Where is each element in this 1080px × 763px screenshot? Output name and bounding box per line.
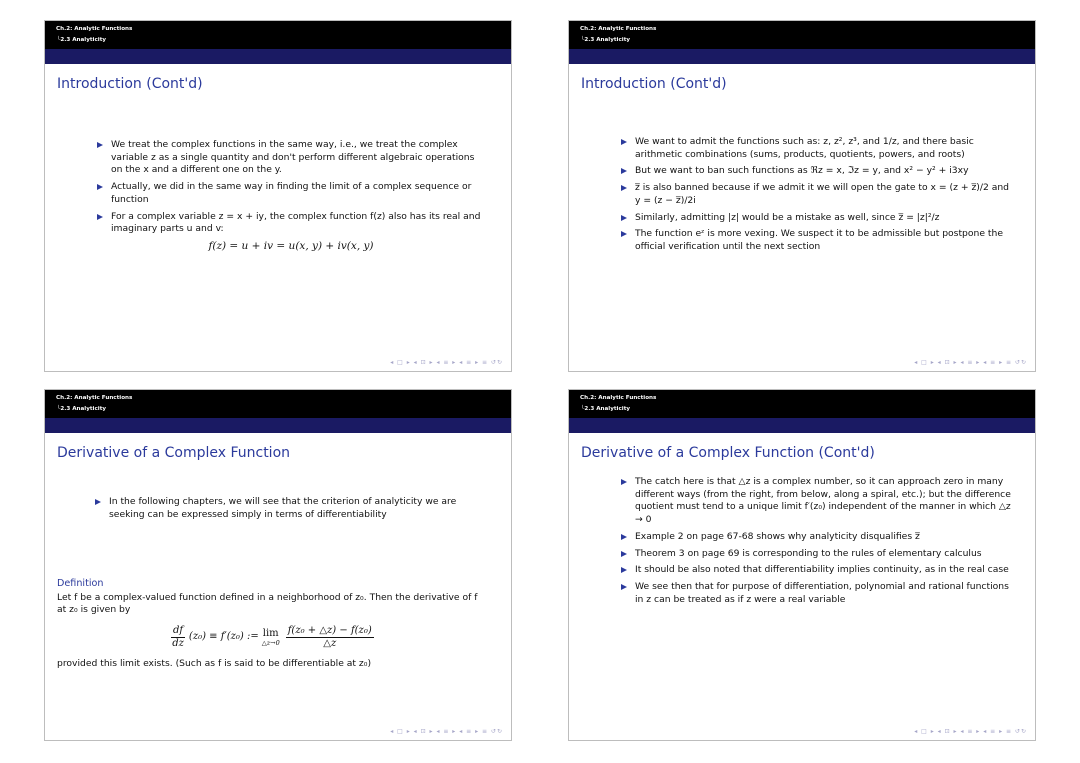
- header-section: Ch.2: Analytic Functions: [580, 395, 657, 401]
- header-subsection: └2.3 Analyticity: [581, 406, 631, 412]
- bullet-item: Similarly, admitting |z| would be a mistake as well, since z̅ = |z|²/z: [619, 212, 1011, 225]
- limit-label: lim: [262, 627, 279, 639]
- header-band: [45, 418, 511, 433]
- header-subsection: └2.3 Analyticity: [57, 406, 107, 412]
- bullet-item: We treat the complex functions in the same way, i.e., we treat the complex variable z as a single quantity and don't perform different algebraic operations on the x and a different one on the y.: [95, 139, 487, 177]
- frame-title: Derivative of a Complex Function: [57, 445, 291, 461]
- bullet-item: z̅ is also banned because if we admit it we will open the gate to x = (z + z̅)/2 and y = (z − z̅)/2i: [619, 182, 1011, 207]
- slide-3: [44, 389, 512, 741]
- slide-header: [569, 390, 1035, 418]
- equation: f(z) = u + iv = u(x, y) + iv(x, y): [208, 239, 374, 252]
- definition-title: Definition: [57, 578, 104, 589]
- bullet-item: Actually, we did in the same way in finding the limit of a complex sequence or function: [95, 181, 487, 206]
- equation-middle: (z₀) ≡ f′(z₀) :=: [188, 631, 259, 643]
- frame-title: Introduction (Cont'd): [57, 76, 203, 92]
- slide-header: [569, 21, 1035, 49]
- derivative-equation: [57, 625, 487, 650]
- frame-title: Introduction (Cont'd): [581, 76, 727, 92]
- slide-4: [568, 389, 1036, 741]
- bullet-item: Theorem 3 on page 69 is corresponding to the rules of elementary calculus: [619, 548, 1011, 561]
- bullet-item: We want to admit the functions such as: z, z², z³, and 1/z, and there basic arithmetic combinations (sums, products, quotients, powers, and roots): [619, 136, 1011, 161]
- limit-subscript: △z→0: [261, 639, 280, 648]
- definition-text: Let f be a complex-valued function defined in a neighborhood of z₀. Then the derivative of f at z₀ is given by: [57, 591, 478, 616]
- header-band: [45, 49, 511, 64]
- fraction-numerator: df: [173, 625, 184, 637]
- limit-operator: [262, 628, 280, 648]
- slide-body: [619, 136, 1011, 258]
- navigation-symbols[interactable]: ◂ □ ▸ ◂ ⊡ ▸ ◂ ≡ ▸ ◂ ≡ ▸ ≡ ↺↻: [914, 728, 1027, 735]
- bullet-item: We see then that for purpose of differentiation, polynomial and rational functions in z can be treated as if z were a real variable: [619, 581, 1011, 606]
- navigation-symbols[interactable]: ◂ □ ▸ ◂ ⊡ ▸ ◂ ≡ ▸ ◂ ≡ ▸ ≡ ↺↻: [390, 728, 503, 735]
- navigation-symbols[interactable]: ◂ □ ▸ ◂ ⊡ ▸ ◂ ≡ ▸ ◂ ≡ ▸ ≡ ↺↻: [390, 359, 503, 366]
- slide-header: [45, 21, 511, 49]
- header-subsection: └2.3 Analyticity: [581, 37, 631, 43]
- slide-body: [619, 476, 1011, 610]
- fraction-denominator: dz: [172, 638, 184, 650]
- bullet-item: Example 2 on page 67-68 shows why analyticity disqualifies z̅: [619, 531, 1011, 544]
- header-band: [569, 49, 1035, 64]
- header-section: Ch.2: Analytic Functions: [56, 26, 133, 32]
- bullet-item: For a complex variable z = x + iy, the complex function f(z) also has its real and imaginary parts u and v:: [95, 211, 487, 236]
- header-subsection: └2.3 Analyticity: [57, 37, 107, 43]
- fraction-numerator: f(z₀ + △z) − f(z₀): [287, 625, 372, 637]
- slide-1: [44, 20, 512, 372]
- slide-header: [45, 390, 511, 418]
- slide-2: [568, 20, 1036, 372]
- header-band: [569, 418, 1035, 433]
- header-section: Ch.2: Analytic Functions: [580, 26, 657, 32]
- bullet-item: The function eᶻ is more vexing. We suspect it to be admissible but postpone the official verification until the next section: [619, 228, 1011, 253]
- slide-body: [95, 139, 487, 253]
- bullet-item: In the following chapters, we will see that the criterion of analyticity we are seeking can be expressed simply in terms of differentiability: [93, 496, 487, 521]
- bullet-item: But we want to ban such functions as ℜz = x, ℑz = y, and x² − y² + i3xy: [619, 165, 1011, 178]
- definition-block: [57, 578, 487, 671]
- fraction-denominator: △z: [323, 638, 337, 650]
- slide-body: [93, 496, 487, 525]
- header-section: Ch.2: Analytic Functions: [56, 395, 133, 401]
- fraction-rhs: [286, 625, 374, 650]
- navigation-symbols[interactable]: ◂ □ ▸ ◂ ⊡ ▸ ◂ ≡ ▸ ◂ ≡ ▸ ≡ ↺↻: [914, 359, 1027, 366]
- definition-after-text: provided this limit exists. (Such as f is said to be differentiable at z₀): [57, 658, 372, 670]
- fraction-lhs: [170, 625, 186, 650]
- bullet-item: It should be also noted that differentiability implies continuity, as in the real case: [619, 564, 1011, 577]
- bullet-item: The catch here is that △z is a complex number, so it can approach zero in many different ways (from the right, from below, along a spiral, etc.); but the difference quotient must tend to a unique limit f′(z₀) independent of the manner in which △z → 0: [619, 476, 1011, 527]
- frame-title: Derivative of a Complex Function (Cont'd): [581, 445, 875, 461]
